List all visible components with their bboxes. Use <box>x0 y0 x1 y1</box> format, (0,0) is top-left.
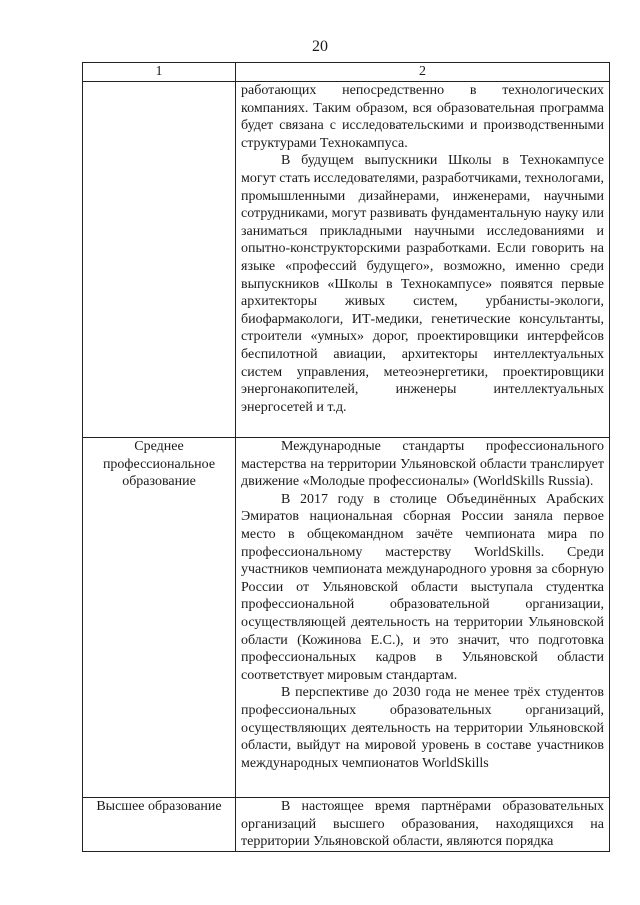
paragraph: работающих непосредственно в технологических компаниях. Таким образом, вся образовательная программа будет связана с исследовательскими и производственными структурами Технокампуса. <box>241 83 604 151</box>
column-header: 1 <box>83 63 236 82</box>
paragraph: В настоящее время партнёрами образовательных организаций высшего образования, находящихся на территории Ульяновской области, являются порядка <box>241 799 604 850</box>
row-content <box>236 82 610 438</box>
column-header: 2 <box>236 63 610 82</box>
table-row <box>83 798 610 852</box>
content-table <box>82 62 610 852</box>
table-row <box>83 82 610 438</box>
row-category: Высшее образование <box>83 798 236 852</box>
row-category: Среднее профессиональное образование <box>83 438 236 798</box>
row-content <box>236 798 610 852</box>
paragraph: В перспективе до 2030 года не менее трёх студентов профессиональных образовательных организаций, осуществляющих деятельность на территории Ульяновской области, выйдут на мировой уровень в составе участников международных чемпионатов WorldSkills <box>241 685 604 771</box>
paragraph: В 2017 году в столице Объединённых Арабских Эмиратов национальная сборная России заняла первое место в общекомандном зачёте чемпионата мира по профессиональному мастерству WorldSkills. Среди участников чемпионата международного уровня за сборную России от Ульяновской области выступала студентка профессиональной образовательной организации, осуществляющей деятельность на территории Ульяновской области (Кожинова Е.С.), и это значит, что подготовка профессиональных кадров в Ульяновской области соответствует мировым стандартам. <box>241 491 604 683</box>
row-category <box>83 82 236 438</box>
row-content <box>236 438 610 798</box>
table-header-row <box>83 63 610 82</box>
paragraph: В будущем выпускники Школы в Технокампусе могут стать исследователями, разработчиками, технологами, промышленными дизайнерами, инженерами, научными сотрудниками, могут развивать фундаментальную науку или заниматься прикладными научными исследованиями и опытно-конструкторскими разработками. Если говорить на языке «профессий будущего», возможно, именно среди выпускников «Школы в Технокампусе» появятся первые архитекторы живых систем, урбанисты-экологи, биофармакологи, ИТ-медики, генетические консультанты, строители «умных» дорог, проектировщики интерфейсов беспилотной авиации, архитекторы интеллектуальных систем управления, метеоэнергетики, проектировщики энергонакопителей, инженеры интеллектуальных энергосетей и т.д. <box>241 153 604 415</box>
table-row <box>83 438 610 798</box>
page-number: 20 <box>312 38 328 55</box>
paragraph: Международные стандарты профессионального мастерства на территории Ульяновской области транслирует движение «Молодые профессионалы» (WorldSkills Russia). <box>241 439 604 490</box>
